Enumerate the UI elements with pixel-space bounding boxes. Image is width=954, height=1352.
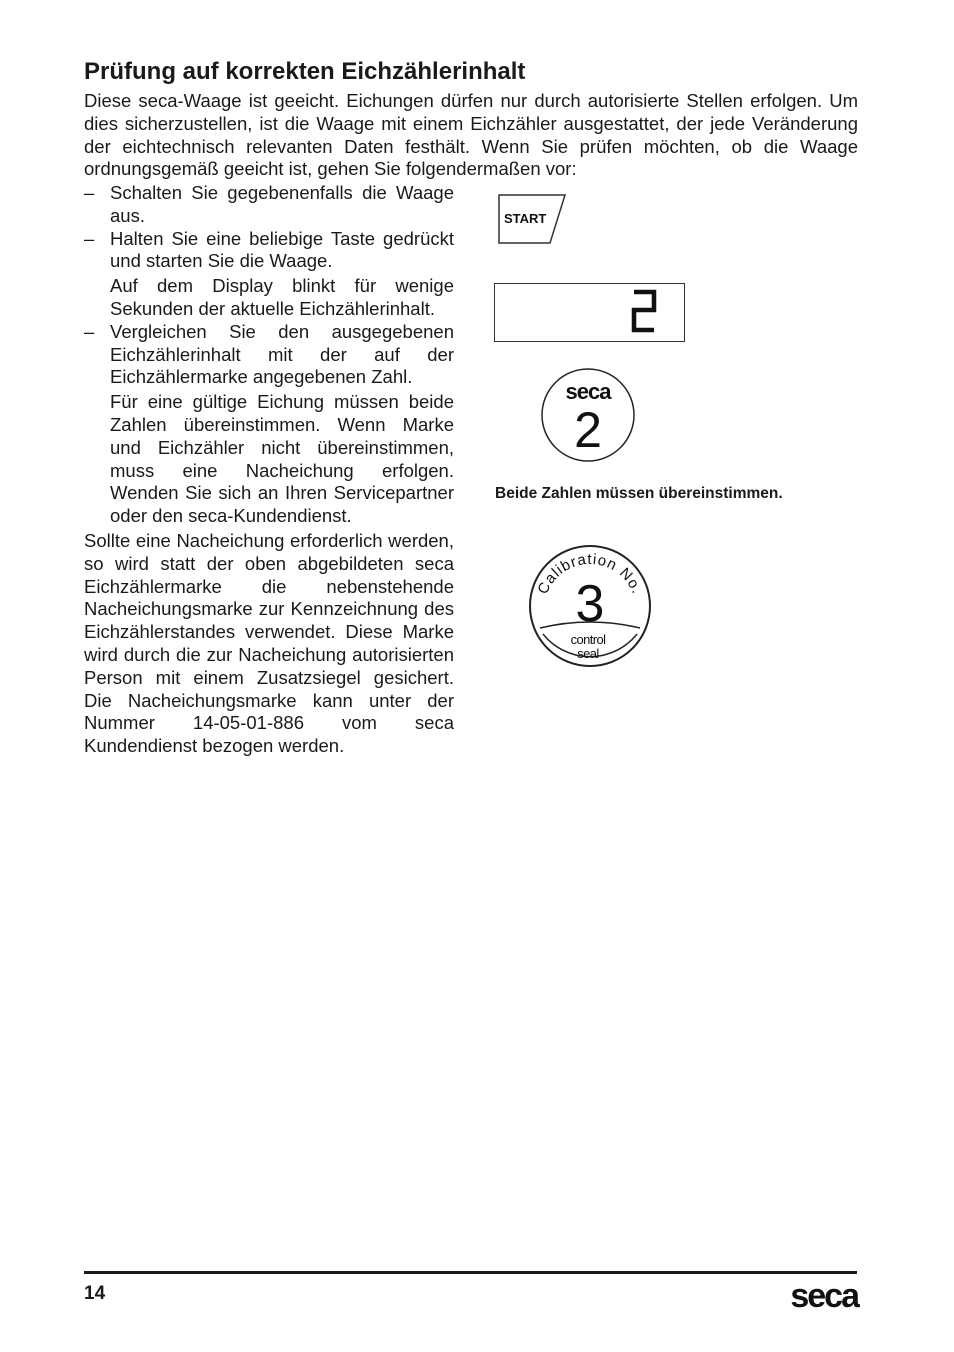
seca-logo (774, 1277, 860, 1313)
step-text: Vergleichen Sie den ausgegebenen Eichzählerinhalt mit der auf der Eichzählermarke angegebenen Zahl. (110, 320, 454, 388)
lcd-display (494, 283, 685, 342)
step-dash: – (84, 227, 95, 249)
control-seal-line2: seal (577, 646, 599, 661)
figure-caption: Beide Zahlen müssen übereinstimmen. (495, 485, 783, 502)
start-key-illustration (498, 194, 566, 244)
seal-number: 2 (574, 402, 602, 458)
seca-logo-text: seca (790, 1277, 858, 1313)
start-label: START (504, 211, 547, 226)
step-text: Schalten Sie gegebenenfalls die Waage aus. (110, 182, 454, 226)
calibration-arc-text: Calibration No. (534, 550, 646, 597)
step-1 (84, 182, 454, 228)
calibration-number: 3 (575, 575, 605, 633)
step-text: Halten Sie eine beliebige Taste gedrückt und starten Sie die Waage. (110, 227, 454, 272)
step-3 (84, 321, 454, 389)
step-dash: – (84, 320, 95, 342)
display-digit-icon (630, 288, 658, 334)
step-note: Auf dem Display blinkt für wenige Sekunden der aktuelle Eichzählerinhalt. (110, 275, 454, 319)
instruction-column (84, 182, 454, 758)
page-number: 14 (84, 1283, 106, 1304)
closing-paragraph: Sollte eine Nacheichung erforderlich werden, so wird statt der oben abgebildeten seca Eichzählermarke die nebenstehende Nacheichungsmarke zur Kennzeichnung des Eichzählerstandes verwendet. Diese Marke wird durch die zur Nacheichung autorisierten Person mit einem Zusatzsiegel gesichert. Die Nacheichungsmarke kann unter der Nummer 14-05-01-886 vom seca Kundendienst bezogen werden. (84, 529, 454, 757)
step-note: Für eine gültige Eichung müssen beide Zahlen übereinstimmen. Wenn Marke und Eichzähler nicht übereinstimmen, muss eine Nacheichung erfolgen. Wenden Sie sich an Ihren Servicepartner oder den seca-Kundendienst. (110, 391, 454, 527)
seca-calibration-seal (540, 367, 636, 463)
recalibration-seal (528, 544, 652, 668)
step-2 (84, 228, 454, 274)
footer-divider (84, 1271, 857, 1274)
control-seal-line1: control (570, 632, 606, 647)
seal-brand: seca (565, 379, 611, 404)
page-title: Prüfung auf korrekten Eichzählerinhalt (84, 58, 526, 85)
intro-paragraph: Diese seca-Waage ist geeicht. Eichungen dürfen nur durch autorisierte Stellen erfolgen. Um dies sicherzustellen, ist die Waage mit einem Eichzähler ausgestattet, der jede Veränderung der eichtechnisch relevanten Daten festhält. Wenn Sie prüfen möchten, ob die Waage ordnungsgemäß geeicht ist, gehen Sie folgendermaßen vor: (84, 90, 858, 180)
step-dash: – (84, 182, 95, 203)
